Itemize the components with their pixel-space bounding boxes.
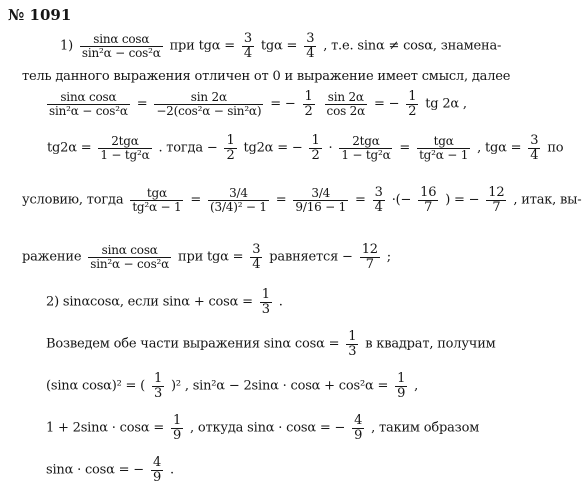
text: Возведем обе части выражения sinα cosα = [46,336,340,352]
fraction [151,456,163,484]
numerator: 1 [261,287,270,302]
numerator: 1 [154,371,163,386]
numerator: 1 [311,133,320,148]
line-1 [60,32,501,60]
numerator: 1 [348,329,357,344]
fraction [47,91,130,117]
fraction [152,372,164,400]
numerator: 2tgα [339,135,392,149]
text: ражение [22,249,82,265]
text: ; [386,249,391,265]
numerator: 1 [173,413,182,428]
denominator: 2 [408,103,417,119]
text: tgα = [198,38,235,54]
denominator: 9 [397,385,406,401]
text: = [399,140,411,156]
text: , итак, вы- [513,192,582,208]
numerator: 3 [530,133,539,148]
numerator: 3 [252,242,261,257]
text: , tgα = [477,140,522,156]
fraction [373,186,385,214]
text: ) = − [445,192,480,208]
fraction [293,187,348,213]
fraction [130,187,183,213]
text: tg2α = − [243,140,303,156]
numerator: sinα cosα [47,91,130,105]
text: = [355,192,366,208]
text: tgα = [260,38,298,54]
fraction [352,414,364,442]
text: = [190,192,202,208]
denominator: 2 [311,147,320,163]
text: условию, тогда [22,192,124,208]
denominator: 3 [348,343,357,359]
denominator: 9 [152,469,162,485]
numerator: 1 [304,89,313,104]
fraction [171,414,183,442]
text: при [177,249,204,265]
fraction [486,186,506,214]
text: . тогда − [158,140,218,156]
denominator: 3 [261,301,270,317]
fraction [250,243,262,271]
problem-number: № 1091 [8,6,72,24]
denominator: 4 [530,147,539,163]
denominator: cos 2α [326,103,366,118]
text: )² , sin²α − 2sinα · cosα + cos²α = [171,378,389,394]
text: ·(− [391,192,412,208]
text: = [275,192,287,208]
text: , т.е. sinα ≠ cosα, знамена- [323,38,502,54]
denominator: 4 [306,45,315,61]
numerator: 4 [152,455,162,470]
numerator: 12 [361,242,378,257]
fraction [208,187,269,213]
line-6 [22,243,391,271]
fraction [528,134,540,162]
text: 1 + 2sinα · cosα = [46,420,165,436]
denominator: 7 [492,199,501,215]
text: tg 2α , [425,96,467,112]
text: 2) sinαcosα, если sinα + cosα = [46,294,253,310]
denominator: 4 [243,45,252,61]
text: . [278,294,283,310]
line-7 [46,288,283,316]
text: равняется − [269,249,353,265]
numerator: sinα cosα [80,33,163,47]
fraction [98,135,151,161]
numerator: tgα [130,187,183,201]
fraction [80,33,163,59]
denominator: (3/4)² − 1 [210,199,267,214]
fraction [260,288,272,316]
fraction [406,90,418,118]
fraction [339,135,392,161]
denominator: 2 [226,147,235,163]
numerator: 3 [306,31,315,46]
fraction [309,134,321,162]
numerator: 3 [374,185,383,200]
numerator: 16 [420,185,437,200]
text: = [136,96,148,112]
denominator: 4 [374,199,383,215]
line-9 [46,372,418,400]
numerator: 4 [354,413,363,428]
denominator: 3 [154,385,163,401]
denominator: sin²α − cos²α [90,256,170,271]
denominator: 1 − tg²α [341,147,391,162]
text: = − [270,96,296,112]
numerator: 2tgα [98,135,151,149]
denominator: 9 [354,427,363,443]
line-11 [46,456,174,484]
text: при [169,38,195,54]
text: , откуда sinα · cosα = − [190,420,346,436]
denominator: 7 [365,256,374,272]
fraction [346,330,358,358]
text: в квадрат, получим [365,336,496,352]
text: sinα · cosα = − [46,462,144,478]
denominator: 9/16 − 1 [295,199,347,214]
denominator: 7 [424,199,433,215]
text: , таким образом [371,420,480,436]
denominator: 9 [173,427,182,443]
fraction [154,91,263,117]
numerator: 1 [226,133,235,148]
text: tg2α = [47,140,92,156]
numerator: 3/4 [293,187,348,201]
text: . [169,462,174,478]
fraction [360,243,380,271]
fraction [88,244,171,270]
numerator: 1 [408,89,417,104]
line-2: тель данного выражения отличен от 0 и выражение имеет смысл, далее [22,69,511,84]
denominator: tg²α − 1 [132,199,182,214]
fraction [325,91,367,117]
line-10 [46,414,479,442]
numerator: 12 [488,185,505,200]
fraction [242,32,254,60]
denominator: 4 [252,256,261,272]
numerator: sinα cosα [88,244,171,258]
numerator: sin 2α [325,91,367,105]
text: = − [373,96,400,112]
denominator: 2 [304,103,313,119]
numerator: 1 [397,371,406,386]
fraction [417,135,470,161]
fraction [304,32,316,60]
text: по [547,140,564,156]
text: · [328,140,333,156]
line-4 [47,134,563,162]
line-5 [22,186,582,214]
fraction [418,186,438,214]
fraction [303,90,315,118]
denominator: tg²α − 1 [419,147,469,162]
part1-label: 1) [60,38,73,54]
line-8 [46,330,496,358]
text: , [414,378,419,394]
numerator: tgα [417,135,470,149]
numerator: 3 [243,31,252,46]
fraction [395,372,407,400]
denominator: sin²α − cos²α [81,45,161,60]
numerator: sin 2α [154,91,263,105]
denominator: sin²α − cos²α [49,103,128,118]
denominator: −2(cos²α − sin²α) [156,103,262,118]
text: (sinα cosα)² = ( [46,378,146,394]
fraction [224,134,236,162]
text: tgα = [206,249,244,265]
denominator: 1 − tg²α [100,147,150,162]
line-3 [44,90,467,118]
numerator: 3/4 [208,187,269,201]
